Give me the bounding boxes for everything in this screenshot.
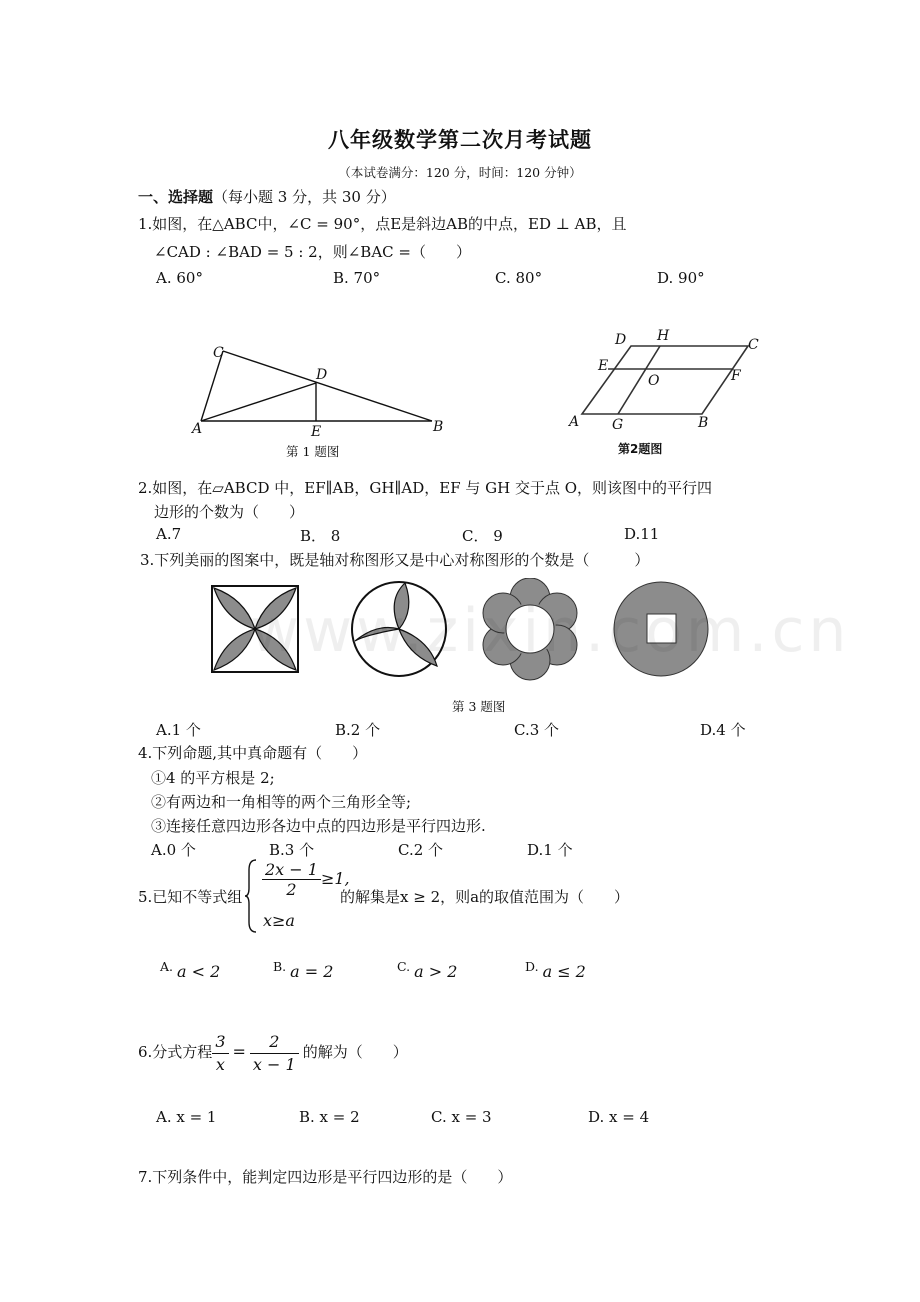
question-6-lhs-denominator: x: [215, 1054, 225, 1074]
question-5-system-line-2: x≥a: [263, 911, 295, 930]
question-6-prefix: 6.分式方程: [138, 1043, 213, 1061]
question-4-item-3: ③连接任意四边形各边中点的四边形是平行四边形.: [151, 817, 486, 835]
question-4-line-1: 4.下列命题,其中真命题有（ ）: [138, 744, 368, 762]
question-5-option-a-label: A.: [160, 959, 174, 974]
question-5-brace: [244, 858, 260, 934]
figure-3-caption: 第 3 题图: [452, 699, 506, 714]
figure-2-label-o: O: [648, 373, 660, 389]
question-6-option-a: A. x = 1: [156, 1108, 217, 1126]
question-1-line-2: ∠CAD : ∠BAD = 5 : 2，则∠BAC =（ ）: [154, 243, 471, 261]
page-title: 八年级数学第二次月考试题: [328, 127, 592, 152]
question-5-option-b-label: B.: [273, 959, 287, 974]
figure-2-parallelogram: [560, 322, 770, 447]
figure-2-caption: 第2题图: [618, 442, 663, 456]
question-5-option-d: [525, 956, 586, 981]
question-1-option-d: D. 90°: [657, 269, 705, 287]
question-6-option-c: C. x = 3: [431, 1108, 492, 1126]
figure-2-label-e: E: [598, 358, 609, 374]
question-3-line-1: 3.下列美丽的图案中，既是轴对称图形又是中心对称图形的个数是（ ）: [140, 551, 650, 569]
figure-2-label-h: H: [657, 328, 670, 344]
question-4-option-d: D.1 个: [527, 841, 573, 859]
question-1-line-1: 1.如图，在△ABC中，∠C = 90°，点E是斜边AB的中点，ED ⊥ AB，且: [138, 215, 627, 233]
question-5-prefix: 5.已知不等式组: [138, 888, 243, 906]
question-2-line-1: 2.如图，在▱ABCD 中，EF∥AB，GH∥AD，EF 与 GH 交于点 O，则该图中的平行四: [138, 479, 713, 497]
question-6-rhs-numerator: 2: [250, 1031, 299, 1054]
question-5-option-b: [273, 956, 334, 981]
question-1-option-b: B. 70°: [333, 269, 381, 287]
figure-2-label-g: G: [612, 417, 624, 433]
figure-2-label-c: C: [748, 337, 759, 353]
figure-2-label-d: D: [615, 332, 627, 348]
section-heading-note: （每小题 3 分，共 30 分）: [213, 188, 396, 206]
question-6-option-b: B. x = 2: [299, 1108, 360, 1126]
figure-2-label-a: A: [569, 414, 580, 430]
question-1-option-a: A. 60°: [156, 269, 203, 287]
figure-2-label-f: F: [731, 368, 741, 384]
question-6-equals: =: [232, 1042, 246, 1061]
section-heading: [138, 186, 396, 207]
figure-1-caption: 第 1 题图: [286, 444, 340, 459]
question-5-suffix: 的解集是x ≥ 2，则a的取值范围为（ ）: [340, 888, 630, 906]
question-4-item-2: ②有两边和一角相等的两个三角形全等;: [151, 793, 412, 811]
question-5-system-line-1: [262, 860, 350, 899]
question-5-fraction-denominator: 2: [286, 880, 297, 899]
question-3-option-d: D.4 个: [700, 721, 746, 739]
question-4-option-c: C.2 个: [398, 841, 444, 859]
question-4-option-a: A.0 个: [151, 841, 196, 859]
question-6-rhs-denominator: x − 1: [252, 1054, 296, 1074]
question-3-option-b: B.2 个: [335, 721, 381, 739]
question-6-line: [138, 1020, 408, 1084]
figure-2-label-b: B: [698, 415, 709, 431]
question-5-relation-1: ≥1,: [320, 869, 350, 888]
question-5-option-c: [397, 956, 458, 981]
question-5-option-a-expr: a < 2: [177, 962, 221, 981]
figure-1-label-a: A: [192, 421, 203, 437]
question-5-fraction-numerator: 2x − 1: [262, 860, 321, 880]
section-heading-label: 一、选择题: [138, 188, 214, 206]
question-5-option-d-expr: a ≤ 2: [542, 962, 586, 981]
question-5-option-c-label: C.: [397, 959, 411, 974]
question-5-option-d-label: D.: [525, 959, 539, 974]
question-1-option-c: C. 80°: [495, 269, 543, 287]
question-5-option-c-expr: a > 2: [414, 962, 458, 981]
question-2-option-a: A.7: [156, 525, 182, 543]
question-6-lhs-numerator: 3: [212, 1031, 228, 1054]
figure-1-label-d: D: [316, 367, 328, 383]
question-5-option-b-expr: a = 2: [290, 962, 334, 981]
question-3-option-c: C.3 个: [514, 721, 560, 739]
question-2-line-2: 边形的个数为（ ）: [154, 503, 305, 521]
question-2-option-b: B． 8: [300, 527, 341, 545]
question-5-option-a: [160, 956, 221, 981]
page-subtitle: （本试卷满分：120 分，时间：120 分钟）: [338, 165, 582, 180]
question-2-option-c: C． 9: [462, 527, 503, 545]
figure-1-label-b: B: [433, 419, 444, 435]
watermark: www.zixin.com.cn: [250, 596, 851, 666]
question-2-option-d: D.11: [624, 525, 660, 543]
question-6-suffix: 的解为（ ）: [302, 1043, 408, 1061]
question-6-option-d: D. x = 4: [588, 1108, 650, 1126]
question-3-option-a: A.1 个: [156, 721, 201, 739]
question-7-line-1: 7.下列条件中，能判定四边形是平行四边形的是（ ）: [138, 1168, 513, 1186]
figure-1-label-c: C: [213, 345, 224, 361]
question-4-option-b: B.3 个: [269, 841, 315, 859]
figure-1-label-e: E: [311, 424, 322, 440]
question-4-item-1: ①4 的平方根是 2;: [151, 769, 275, 787]
